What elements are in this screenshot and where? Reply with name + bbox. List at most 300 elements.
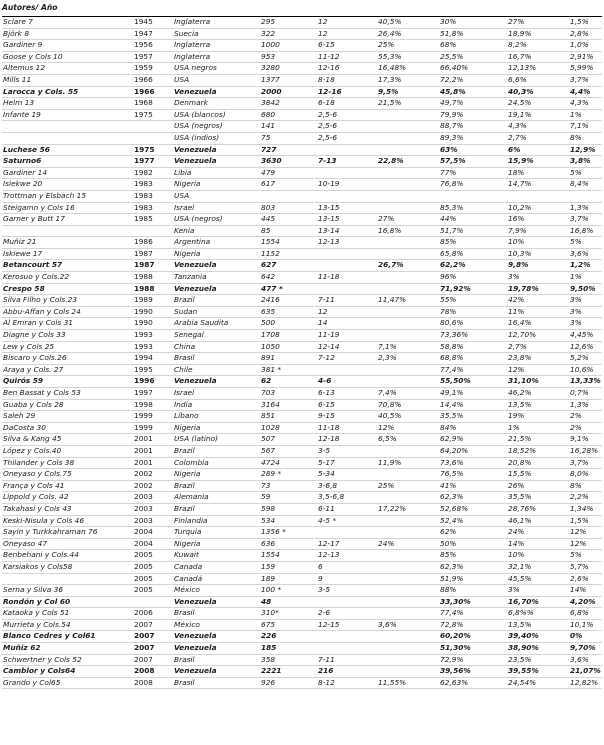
cell-year: 2006 — [134, 608, 153, 618]
cell-p2: 77,4% — [440, 364, 464, 374]
cell-p3: 20,8% — [508, 457, 532, 467]
cell-age: 7-13 — [318, 156, 337, 166]
table-row — [2, 226, 602, 238]
cell-p2: 71,92% — [440, 283, 471, 293]
cell-year: 2008 — [134, 666, 155, 676]
cell-total: 703 — [261, 388, 276, 397]
cell-country: Brazil — [174, 503, 195, 513]
cell-p4: 16,28% — [570, 445, 599, 455]
cell-country: Venezuela — [174, 631, 217, 641]
cell-p4: 8,0% — [570, 469, 589, 479]
cell-year: 1983 — [134, 179, 153, 189]
cell-p4: 7,1% — [570, 121, 589, 131]
cell-p4: 8,4% — [570, 179, 589, 189]
cell-p2: 51,9% — [440, 573, 464, 583]
cell-p3: 6% — [508, 144, 521, 154]
cell-age: 7-11 — [318, 295, 335, 305]
cell-p3: 28,76% — [508, 503, 537, 513]
cell-p3: 24,5% — [508, 98, 532, 108]
cell-p4: 10,6% — [570, 364, 594, 374]
cell-author: Saturno6 — [3, 156, 42, 166]
cell-p3: 15,9% — [508, 156, 534, 166]
cell-author: Abbu-Affan y Cols 24 — [3, 306, 81, 316]
cell-country: Sudan — [174, 306, 198, 316]
cell-total: 159 — [261, 561, 276, 571]
cell-p3: 8,2% — [508, 40, 527, 50]
cell-p2: 51,30% — [440, 643, 471, 653]
cell-p2: 88% — [440, 585, 457, 595]
cell-author: López y Cols.40 — [3, 445, 62, 455]
cell-year: 2008 — [134, 677, 153, 687]
table-row — [2, 168, 602, 180]
cell-total: 141 — [261, 121, 276, 131]
cell-country: Colombia — [174, 457, 209, 467]
cell-country: Alemania — [174, 492, 209, 502]
cell-author: Saleh 29 — [3, 411, 36, 421]
cell-total: 1000 — [261, 40, 280, 50]
cell-author: Thilander y Cols 38 — [3, 457, 75, 467]
cell-p3: 19% — [508, 411, 525, 421]
cell-p2: 35,5% — [440, 411, 464, 421]
cell-p4: 0,7% — [570, 388, 589, 397]
cell-country: Tanzania — [174, 272, 207, 282]
cell-p4: 1% — [570, 109, 582, 119]
cell-country: Israel — [174, 202, 195, 212]
cell-age: 12-15 — [318, 619, 340, 629]
cell-total: 289 * — [261, 469, 282, 479]
cell-p1: 40,5% — [378, 411, 402, 421]
cell-age: 12 — [318, 28, 328, 38]
cell-total: 953 — [261, 51, 276, 61]
cell-age: 2,5-6 — [318, 109, 338, 119]
table-row — [2, 585, 602, 597]
cell-country: Inglaterra — [174, 51, 211, 61]
cell-total: 185 — [261, 643, 277, 653]
cell-author: Isiekwe 20 — [3, 179, 43, 189]
cell-p4: 1,34% — [570, 503, 594, 513]
table-row — [2, 574, 602, 586]
cell-year: 1987 — [134, 248, 153, 258]
cell-p1: 25% — [378, 480, 395, 490]
cell-author: Lew y Cols 25 — [3, 341, 55, 351]
cell-age: 11-18 — [318, 422, 340, 432]
cell-total: 73 — [261, 480, 271, 490]
cell-p4: 8% — [570, 480, 582, 490]
cell-age: 6 — [318, 561, 323, 571]
cell-year: 2003 — [134, 503, 153, 513]
cell-p2: 65,8% — [440, 248, 464, 258]
cell-p4: 1% — [570, 272, 582, 282]
cell-p3: 13,5% — [508, 399, 532, 409]
cell-p4: 8% — [570, 132, 582, 142]
cell-author: Silva & Kang 45 — [3, 434, 62, 444]
cell-author: Infante 19 — [3, 109, 41, 119]
cell-p3: 6,8%% — [508, 608, 534, 618]
cell-year: 2001 — [134, 434, 153, 444]
cell-p2: 66,40% — [440, 63, 469, 73]
cell-total: 75 — [261, 132, 271, 142]
cell-age: 3-5 — [318, 585, 331, 595]
cell-age: 3-5 — [318, 445, 331, 455]
table-row — [2, 550, 602, 562]
cell-country: Brazil — [174, 295, 195, 305]
cell-age: 13-14 — [318, 225, 340, 235]
cell-author: Camblor y Cols64 — [3, 666, 76, 676]
cell-p3: 10,2% — [508, 202, 532, 212]
cell-year: 1993 — [134, 330, 153, 340]
cell-author: Sayin y Turkkahraman 76 — [3, 527, 98, 537]
cell-author: Björk 8 — [3, 28, 30, 38]
cell-p3: 16,7% — [508, 51, 532, 61]
cell-p4: 2,91% — [570, 51, 594, 61]
cell-total: 598 — [261, 503, 276, 513]
table-row — [2, 411, 602, 423]
cell-author: Muñiz 21 — [3, 237, 37, 247]
cell-p3: 16,4% — [508, 318, 532, 328]
cell-p4: 12,9% — [570, 144, 596, 154]
cell-p2: 80,6% — [440, 318, 464, 328]
cell-age: 7-11 — [318, 654, 335, 664]
cell-p4: 5% — [570, 237, 582, 247]
cell-p3: 3% — [508, 272, 520, 282]
cell-age: 14 — [318, 318, 328, 328]
cell-author: Lippold y Cols. 42 — [3, 492, 69, 502]
cell-country: Senegal — [174, 330, 204, 340]
cell-p4: 5,99% — [570, 63, 594, 73]
cell-total: 1554 — [261, 550, 280, 560]
cell-total: 891 — [261, 353, 276, 363]
cell-p3: 21,5% — [508, 434, 532, 444]
cell-author: Keski-Nisula y Cols 46 — [3, 515, 85, 525]
cell-country: Venezuela — [174, 144, 217, 154]
cell-p2: 72,8% — [440, 619, 464, 629]
cell-country: USA (latino) — [174, 434, 219, 444]
cell-year: 1983 — [134, 190, 153, 200]
cell-country: Brasil — [174, 677, 195, 687]
cell-p2: 62,2% — [440, 260, 466, 270]
cell-p2: 62,9% — [440, 434, 464, 444]
cell-p4: 3% — [570, 306, 582, 316]
cell-p3: 39,55% — [508, 666, 539, 676]
cell-p2: 52,68% — [440, 503, 469, 513]
cell-total: 675 — [261, 619, 276, 629]
table-row — [2, 214, 602, 226]
cell-p4: 9,1% — [570, 434, 589, 444]
cell-country: Nigeria — [174, 469, 201, 479]
cell-p4: 6,8% — [570, 608, 589, 618]
cell-p1: 70,8% — [378, 399, 402, 409]
cell-age: 4-5 * — [318, 515, 337, 525]
cell-p1: 21,5% — [378, 98, 402, 108]
cell-total: 310* — [261, 608, 279, 618]
cell-total: 1050 — [261, 341, 280, 351]
cell-year: 2003 — [134, 492, 153, 502]
cell-year: 1945 — [134, 17, 153, 26]
cell-year: 2004 — [134, 527, 153, 537]
table-row — [2, 469, 602, 481]
cell-country: USA — [174, 74, 190, 84]
cell-age: 6-18 — [318, 98, 335, 108]
cell-age: 12-13 — [318, 237, 340, 247]
cell-country: Nigeria — [174, 422, 201, 432]
cell-age: 2-6 — [318, 608, 331, 618]
cell-p2: 58,8% — [440, 341, 464, 351]
cell-p2: 62,3% — [440, 561, 464, 571]
table-row — [2, 388, 602, 400]
cell-p2: 51,7% — [440, 225, 464, 235]
cell-author: Silva Filho y Cols.23 — [3, 295, 78, 305]
cell-country: USA (blancos) — [174, 109, 226, 119]
table-header — [2, 0, 602, 17]
cell-p3: 18% — [508, 167, 525, 177]
cell-p4: 2,6% — [570, 573, 589, 583]
cell-p2: 14,4% — [440, 399, 464, 409]
cell-total: 1028 — [261, 422, 280, 432]
cell-age: 2,5-6 — [318, 132, 338, 142]
cell-country: Kuwait — [174, 550, 199, 560]
cell-author: Luchese 56 — [3, 144, 50, 154]
cell-p4: 5% — [570, 550, 582, 560]
cell-p4: 3,7% — [570, 214, 589, 224]
cell-country: Turquia — [174, 527, 202, 537]
cell-author: Gardiner 14 — [3, 167, 48, 177]
cell-country: México — [174, 585, 200, 595]
cell-total: 3280 — [261, 63, 280, 73]
cell-age: 12-13 — [318, 550, 340, 560]
cell-country: Chile — [174, 364, 193, 374]
cell-p4: 3% — [570, 295, 582, 305]
cell-p2: 62,3% — [440, 492, 464, 502]
cell-p2: 78% — [440, 306, 457, 316]
cell-p4: 3,8% — [570, 156, 591, 166]
cell-p4: 16,8% — [570, 225, 594, 235]
cell-p1: 22,8% — [378, 156, 404, 166]
cell-p3: 31,10% — [508, 376, 539, 386]
table-row — [2, 608, 602, 620]
cell-p2: 85% — [440, 237, 457, 247]
cell-p2: 44% — [440, 214, 457, 224]
cell-p1: 11,55% — [378, 677, 407, 687]
cell-age: 13-15 — [318, 202, 340, 212]
cell-p3: 10% — [508, 237, 525, 247]
cell-age: 4-6 — [318, 376, 332, 386]
cell-total: 445 — [261, 214, 276, 224]
cell-p3: 42% — [508, 295, 525, 305]
cell-country: Venezuela — [174, 666, 217, 676]
cell-year: 1989 — [134, 295, 153, 305]
cell-p3: 35,5% — [508, 492, 532, 502]
cell-country: Suecia — [174, 28, 199, 38]
cell-age: 8-18 — [318, 74, 335, 84]
table-row — [2, 458, 602, 470]
table-row — [2, 504, 602, 516]
cell-p2: 39,56% — [440, 666, 471, 676]
cell-p2: 85,3% — [440, 202, 464, 212]
table-row — [2, 145, 602, 157]
cell-author: França y Cols 41 — [3, 480, 65, 490]
cell-p1: 40,5% — [378, 17, 402, 26]
cell-p4: 21,07% — [570, 666, 601, 676]
cell-p1: 12% — [378, 422, 395, 432]
table-row — [2, 631, 602, 643]
table-row — [2, 446, 602, 458]
cell-author: Murrieta y Cols.54 — [3, 619, 71, 629]
cell-total: 1356 * — [261, 527, 286, 537]
cell-author: Gardiner 9 — [3, 40, 43, 50]
cell-country: Nigeria — [174, 248, 201, 258]
cell-year: 2007 — [134, 643, 155, 653]
cell-p4: 12,6% — [570, 341, 594, 351]
cell-year: 1988 — [134, 283, 155, 293]
cell-total: 1708 — [261, 330, 280, 340]
cell-country: Brasil — [174, 353, 195, 363]
cell-total: 1377 — [261, 74, 280, 84]
cell-p3: 14,7% — [508, 179, 532, 189]
cell-country: USA (negros) — [174, 214, 223, 224]
cell-total: 295 — [261, 17, 276, 26]
cell-year: 1997 — [134, 388, 153, 397]
cell-year: 2007 — [134, 654, 153, 664]
cell-p4: 3,7% — [570, 74, 589, 84]
cell-total: 1554 — [261, 237, 280, 247]
cell-age: 10-19 — [318, 179, 340, 189]
cell-p3: 26% — [508, 480, 525, 490]
table-row — [2, 527, 602, 539]
table-row — [2, 191, 602, 203]
cell-year: 1988 — [134, 272, 153, 282]
cell-age: 9 — [318, 573, 323, 583]
table-row — [2, 516, 602, 528]
cell-country: Israel — [174, 388, 195, 397]
cell-year: 1990 — [134, 318, 153, 328]
cell-age: 12 — [318, 306, 328, 316]
cell-year: 1986 — [134, 237, 153, 247]
cell-total: 4724 — [261, 457, 280, 467]
table-row — [2, 423, 602, 435]
cell-country: Canada — [174, 561, 203, 571]
cell-p4: 1,0% — [570, 40, 589, 50]
table-row — [2, 98, 602, 110]
table-row — [2, 318, 602, 330]
cell-age: 2,5-6 — [318, 121, 338, 131]
cell-year: 1982 — [134, 167, 153, 177]
cell-p2: 89,3% — [440, 132, 464, 142]
table-row — [2, 376, 602, 388]
cell-p3: 10% — [508, 550, 525, 560]
cell-p4: 2,2% — [570, 492, 589, 502]
table-row — [2, 678, 602, 690]
cell-p3: 40,3% — [508, 86, 534, 96]
cell-p3: 10,3% — [508, 248, 532, 258]
cell-p3: 32,1% — [508, 561, 532, 571]
cell-p2: 88,7% — [440, 121, 464, 131]
cell-p2: 50% — [440, 538, 457, 548]
cell-year: 1975 — [134, 109, 153, 119]
cell-age: 12-16 — [318, 63, 340, 73]
cell-p1: 17,3% — [378, 74, 402, 84]
cell-p4: 0% — [570, 631, 583, 641]
cell-year: 1987 — [134, 260, 155, 270]
cell-p3: 13,5% — [508, 619, 532, 629]
cell-p3: 4,3% — [508, 121, 527, 131]
cell-total: 567 — [261, 445, 276, 455]
cell-country: Venezuela — [174, 283, 217, 293]
cell-age: 7-12 — [318, 353, 335, 363]
cell-country: Brasil — [174, 654, 195, 664]
cell-p4: 9,70% — [570, 643, 596, 653]
cell-p1: 27% — [378, 214, 395, 224]
cell-p3: 18,52% — [508, 445, 537, 455]
cell-total: 477 * — [261, 283, 283, 293]
cell-p3: 3% — [508, 585, 520, 595]
cell-p3: 2,7% — [508, 132, 527, 142]
cell-total: 3842 — [261, 98, 280, 108]
cell-p2: 51,8% — [440, 28, 464, 38]
cell-country: Venezuela — [174, 86, 217, 96]
cell-age: 5-34 — [318, 469, 335, 479]
cell-p4: 14% — [570, 585, 587, 595]
cell-country: India — [174, 399, 193, 409]
cell-p1: 7,1% — [378, 341, 397, 351]
cell-age: 12-17 — [318, 538, 340, 548]
cell-p4: 1,3% — [570, 399, 589, 409]
cell-p1: 26,4% — [378, 28, 402, 38]
cell-author: Biscaro y Cols.26 — [3, 353, 67, 363]
cell-p3: 19,78% — [508, 283, 539, 293]
cell-total: 3630 — [261, 156, 282, 166]
cell-year: 1975 — [134, 144, 155, 154]
table-body — [2, 17, 602, 689]
cell-age: 12-16 — [318, 86, 342, 96]
cell-age: 6-11 — [318, 503, 335, 513]
cell-year: 2004 — [134, 538, 153, 548]
cell-p2: 77% — [440, 167, 457, 177]
cell-total: 358 — [261, 654, 276, 664]
table-row — [2, 203, 602, 215]
cell-year: 1990 — [134, 306, 153, 316]
cell-total: 479 — [261, 167, 276, 177]
cell-age: 5-17 — [318, 457, 335, 467]
cell-year: 2002 — [134, 480, 153, 490]
cell-p2: 68% — [440, 40, 457, 50]
table-row — [2, 87, 602, 99]
cell-author: Helm 13 — [3, 98, 35, 108]
cell-p3: 16,70% — [508, 596, 539, 606]
cell-total: 803 — [261, 202, 276, 212]
cell-author: Mills 11 — [3, 74, 32, 84]
cell-p3: 7,9% — [508, 225, 527, 235]
cell-p2: 76,5% — [440, 469, 464, 479]
cell-p3: 46,1% — [508, 515, 532, 525]
table-row — [2, 562, 602, 574]
cell-p1: 7,4% — [378, 388, 397, 397]
cell-p4: 5% — [570, 167, 582, 177]
cell-total: 1152 — [261, 248, 280, 258]
cell-p1: 26,7% — [378, 260, 404, 270]
cell-author: Serna y Silva 36 — [3, 585, 64, 595]
cell-p1: 16,8% — [378, 225, 402, 235]
table-row — [2, 655, 602, 667]
table-row — [2, 492, 602, 504]
cell-country: Brazil — [174, 480, 195, 490]
cell-p1: 11,47% — [378, 295, 407, 305]
cell-year: 1977 — [134, 156, 155, 166]
cell-country: USA (indios) — [174, 132, 220, 142]
cell-author: Quirós 59 — [3, 376, 44, 386]
cell-p3: 16% — [508, 214, 525, 224]
cell-author: Altemus 12 — [3, 63, 46, 73]
cell-p2: 52,4% — [440, 515, 464, 525]
